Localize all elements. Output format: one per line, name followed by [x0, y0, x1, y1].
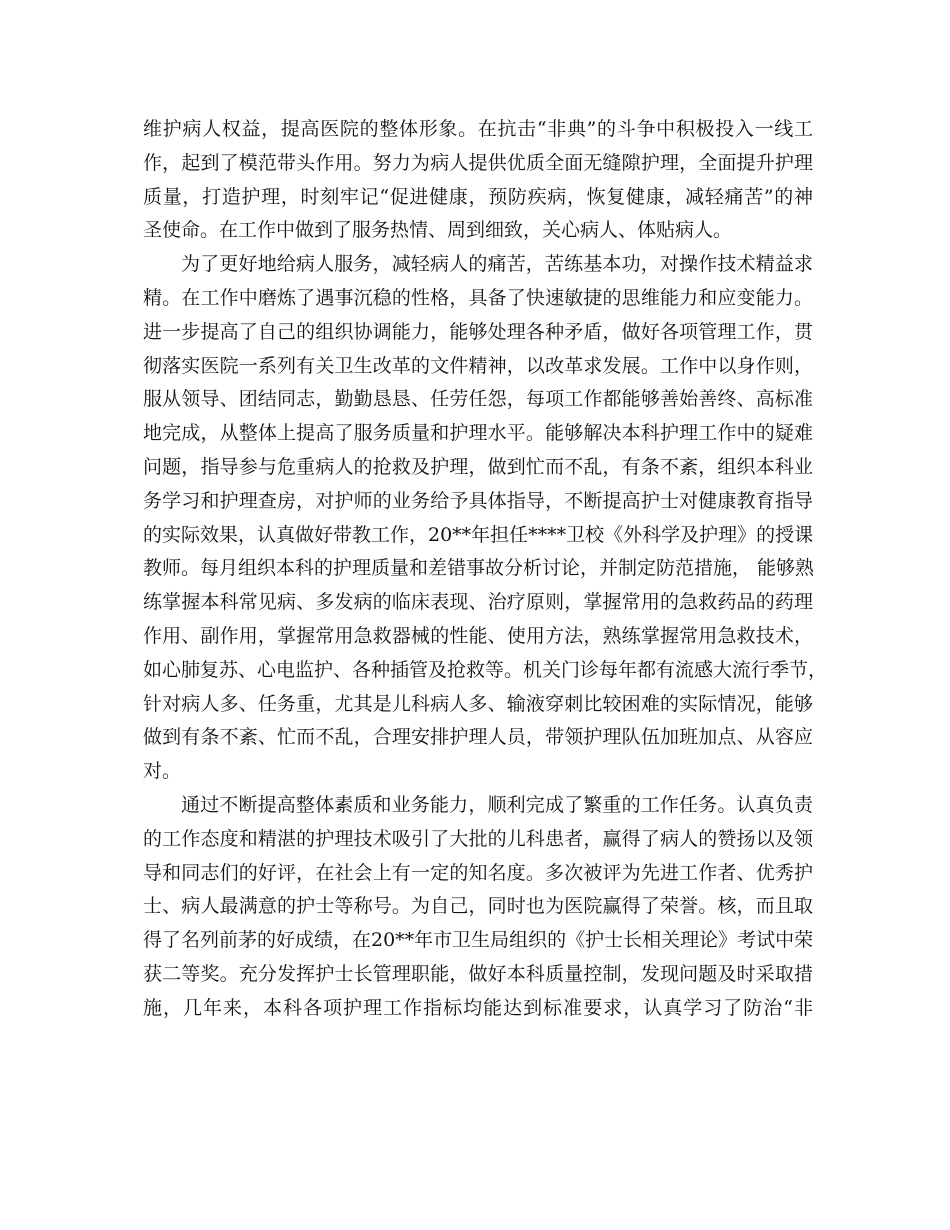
text-line: 获二等奖。充分发挥护士长管理职能，做好本科质量控制，发现问题及时采取措: [143, 962, 813, 985]
text-line: 对。: [143, 760, 182, 783]
text-line: 维护病人权益，提高医院的整体形象。在抗击“非典”的斗争中积极投入一线工: [143, 118, 813, 140]
text-line: 务学习和护理查房，对护师的业务给予具体指导，不断提高护士对健康教育指导: [143, 489, 813, 512]
text-line: 作用、副作用，掌握常用急救器械的性能、使用方法，熟练掌握常用急救技术，: [143, 624, 813, 647]
text-line: 做到有条不紊、忙而不乱，合理安排护理人员，带领护理队伍加班加点、从容应: [143, 726, 813, 749]
text-line: 导和同志们的好评，在社会上有一定的知名度。多次被评为先进工作者、优秀护: [143, 861, 813, 884]
text-line: 的实际效果，认真做好带教工作，20**年担任****卫校《外科学及护理》的授课: [143, 523, 814, 546]
text-line: 作，起到了模范带头作用。努力为病人提供优质全面无缝隙护理，全面提升护理: [143, 151, 813, 174]
text-line: 进一步提高了自己的组织协调能力，能够处理各种矛盾，做好各项管理工作，贯: [143, 320, 813, 343]
text-line: 为了更好地给病人服务，减轻病人的痛苦，苦练基本功，对操作技术精益求: [181, 253, 813, 276]
text-line: 得了名列前茅的好成绩，在20**年市卫生局组织的《护士长相关理论》考试中荣: [143, 929, 814, 952]
text-line: 针对病人多、任务重，尤其是儿科病人多、输液穿刺比较困难的实际情况，能够: [143, 692, 813, 715]
text-line: 质量，打造护理，时刻牢记“促进健康，预防疾病，恢复健康，减轻痛苦”的神: [143, 185, 813, 208]
text-line: 彻落实医院一系列有关卫生改革的文件精神，以改革求发展。工作中以身作则，: [143, 354, 813, 377]
text-line: 教师。每月组织本科的护理质量和差错事故分析讨论，并制定防范措施， 能够熟: [143, 557, 815, 580]
body-text: [143, 113, 828, 1026]
text-line: 施，几年来，本科各项护理工作指标均能达到标准要求，认真学习了防治“非: [143, 996, 813, 1019]
text-line: 地完成，从整体上提高了服务质量和护理水平。能够解决本科护理工作中的疑难: [143, 422, 813, 445]
text-line: 问题，指导参与危重病人的抢救及护理，做到忙而不乱，有条不紊，组织本科业: [143, 455, 813, 478]
text-line: 练掌握本科常见病、多发病的临床表现、治疗原则，掌握常用的急救药品的药理: [143, 591, 813, 614]
text-line: 服从领导、团结同志，勤勤恳恳、任劳任怨，每项工作都能够善始善终、高标准: [143, 388, 813, 411]
text-line: 圣使命。在工作中做到了服务热情、周到细致，关心病人、体贴病人。: [143, 219, 733, 242]
text-line: 的工作态度和精湛的护理技术吸引了大批的儿科患者，赢得了病人的赞扬以及领: [143, 827, 813, 850]
text-line: 如心肺复苏、心电监护、各种插管及抢救等。机关门诊每年都有流感大流行季节，: [143, 658, 828, 681]
text-line: 士、病人最满意的护士等称号。为自己，同时也为医院赢得了荣誉。核，而且取: [143, 895, 813, 918]
text-line: 通过不断提高整体素质和业务能力，顺利完成了繁重的工作任务。认真负责: [181, 793, 813, 816]
text-line: 精。在工作中磨炼了遇事沉稳的性格，具备了快速敏捷的思维能力和应变能力。: [143, 286, 813, 309]
